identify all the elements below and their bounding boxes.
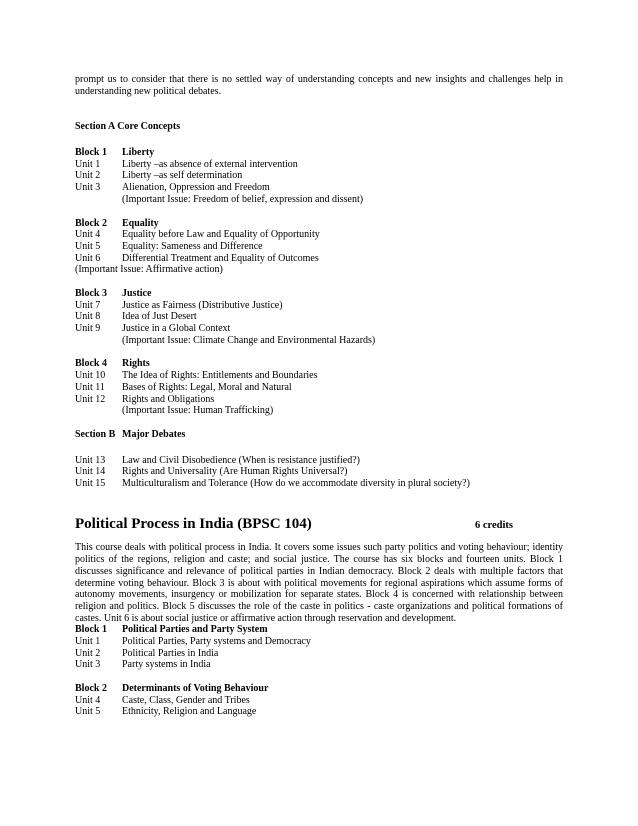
section-b-label: Section B xyxy=(75,428,116,440)
course-description: This course deals with political process in India. It covers some issues such party politics and voting behaviour; identity politics of the regions, religion and caste; and social justice. The course has six blocks and fourteen units. Block 1 discusses significance and relevance of political parties in Indian democracy. Block 2 deals with multiple factors that determine voting behaviour. Block 3 is about with political movements for regional aspirations which assume forms of autonomy movements, insurgency or mobilization for separate states. Block 4 is concerned with relationship between religion and politics. Block 5 discusses the role of the caste in politics - caste organizations and political formations of castes. Unit 6 is about social justice or affirmative action through reservation and development. xyxy=(75,542,563,624)
section-b-title: Major Debates xyxy=(122,428,186,440)
section-b-heading xyxy=(75,429,563,441)
unit-row xyxy=(75,170,563,182)
unit-title: Rights and Universality (Are Human Rights Universal?) xyxy=(122,466,348,478)
unit-title: Caste, Class, Gender and Tribes xyxy=(122,694,250,706)
unit-number: Unit 1 xyxy=(75,158,101,170)
unit-title: Differential Treatment and Equality of Outcomes xyxy=(122,252,319,264)
important-issue-note: (Important Issue: Climate Change and Environmental Hazards) xyxy=(122,334,376,346)
unit-number: Unit 1 xyxy=(75,636,101,647)
important-issue-note: (Important Issue: Affirmative action) xyxy=(75,264,223,276)
block-number: Block 4 xyxy=(75,358,107,370)
block-title: Determinants of Voting Behaviour xyxy=(122,683,269,695)
unit-row xyxy=(75,253,563,265)
unit-row xyxy=(75,695,563,707)
section-b-units xyxy=(75,455,563,490)
unit-title: Multiculturalism and Tolerance (How do we accommodate diversity in plural society?) xyxy=(122,478,470,489)
block-title: Equality xyxy=(122,217,159,229)
block-number: Block 3 xyxy=(75,288,107,300)
unit-title: Equality: Sameness and Difference xyxy=(122,240,263,252)
unit-row xyxy=(75,636,563,648)
intro-paragraph: prompt us to consider that there is no settled way of understanding concepts and new insights and challenges help in understanding new political debates. xyxy=(75,74,563,97)
course-credits: 6 credits xyxy=(474,519,513,531)
block-number: Block 2 xyxy=(75,217,107,229)
unit-number: Unit 8 xyxy=(75,311,101,323)
block-number: Block 2 xyxy=(75,683,107,695)
block-equality xyxy=(75,218,563,276)
unit-row xyxy=(75,466,563,478)
unit-title: Equality before Law and Equality of Opportunity xyxy=(122,229,320,241)
unit-number: Unit 4 xyxy=(75,229,101,241)
unit-title: Justice as Fairness (Distributive Justice) xyxy=(122,299,283,311)
unit-title: Justice in a Global Context xyxy=(122,323,231,335)
unit-number: Unit 3 xyxy=(75,659,101,671)
block-number: Block 1 xyxy=(75,147,107,159)
unit-title: Law and Civil Disobedience (When is resistance justified?) xyxy=(122,454,360,466)
unit-title: Idea of Just Desert xyxy=(122,311,197,323)
unit-number: Unit 5 xyxy=(75,706,101,718)
block-liberty xyxy=(75,147,563,205)
unit-number: Unit 3 xyxy=(75,182,101,194)
block-title: Justice xyxy=(122,288,152,300)
block-title: Rights xyxy=(122,358,150,370)
unit-row xyxy=(75,394,563,406)
course-title: Political Process in India (BPSC 104) xyxy=(75,515,312,532)
unit-title: Ethnicity, Religion and Language xyxy=(122,706,257,718)
unit-number: Unit 2 xyxy=(75,170,101,182)
block-justice xyxy=(75,288,563,346)
unit-title: Rights and Obligations xyxy=(122,393,215,405)
unit-row xyxy=(75,706,563,718)
block-header xyxy=(75,358,563,370)
block-rights xyxy=(75,358,563,416)
block-header xyxy=(75,147,563,159)
important-issue-note: (Important Issue: Human Trafficking) xyxy=(122,405,274,417)
document-page xyxy=(75,74,563,718)
course-block-voting-behaviour xyxy=(75,683,563,718)
unit-row xyxy=(75,182,563,194)
important-issue-note: (Important Issue: Freedom of belief, expression and dissent) xyxy=(122,193,364,205)
unit-number: Unit 13 xyxy=(75,454,106,466)
unit-row xyxy=(75,241,563,253)
unit-row xyxy=(75,370,563,382)
block-title: Liberty xyxy=(122,147,155,159)
block-header xyxy=(75,288,563,300)
unit-title: Party systems in India xyxy=(122,659,211,671)
unit-number: Unit 7 xyxy=(75,299,101,311)
unit-row xyxy=(75,455,563,467)
unit-number: Unit 14 xyxy=(75,466,106,478)
block-number: Block 1 xyxy=(75,624,107,636)
unit-number: Unit 6 xyxy=(75,252,101,264)
unit-row xyxy=(75,159,563,171)
block-title: Political Parties and Party System xyxy=(122,624,268,636)
unit-title: Liberty –as self determination xyxy=(122,170,243,182)
unit-number: Unit 9 xyxy=(75,323,101,335)
unit-number: Unit 10 xyxy=(75,370,106,382)
unit-title: Alienation, Oppression and Freedom xyxy=(122,182,270,194)
unit-row xyxy=(75,311,563,323)
block-header xyxy=(75,218,563,230)
unit-number: Unit 12 xyxy=(75,393,106,405)
section-a-heading: Section A Core Concepts xyxy=(75,121,181,133)
unit-number: Unit 15 xyxy=(75,478,106,489)
unit-row xyxy=(75,323,563,335)
block-header xyxy=(75,624,563,636)
unit-title: Political Parties, Party systems and Democracy xyxy=(122,636,311,647)
unit-number: Unit 4 xyxy=(75,694,101,706)
unit-title: The Idea of Rights: Entitlements and Boundaries xyxy=(122,370,318,382)
course-block-political-parties xyxy=(75,624,563,671)
unit-title: Political Parties in India xyxy=(122,647,219,659)
unit-row xyxy=(75,300,563,312)
unit-title: Liberty –as absence of external intervention xyxy=(122,158,298,170)
unit-row xyxy=(75,648,563,660)
unit-row xyxy=(75,229,563,241)
course-heading xyxy=(75,515,563,532)
unit-row xyxy=(75,478,563,490)
block-header xyxy=(75,683,563,695)
unit-number: Unit 5 xyxy=(75,240,101,252)
unit-number: Unit 11 xyxy=(75,381,105,393)
unit-title: Bases of Rights: Legal, Moral and Natural xyxy=(122,381,292,393)
unit-row xyxy=(75,659,563,671)
unit-row xyxy=(75,382,563,394)
unit-number: Unit 2 xyxy=(75,647,101,659)
